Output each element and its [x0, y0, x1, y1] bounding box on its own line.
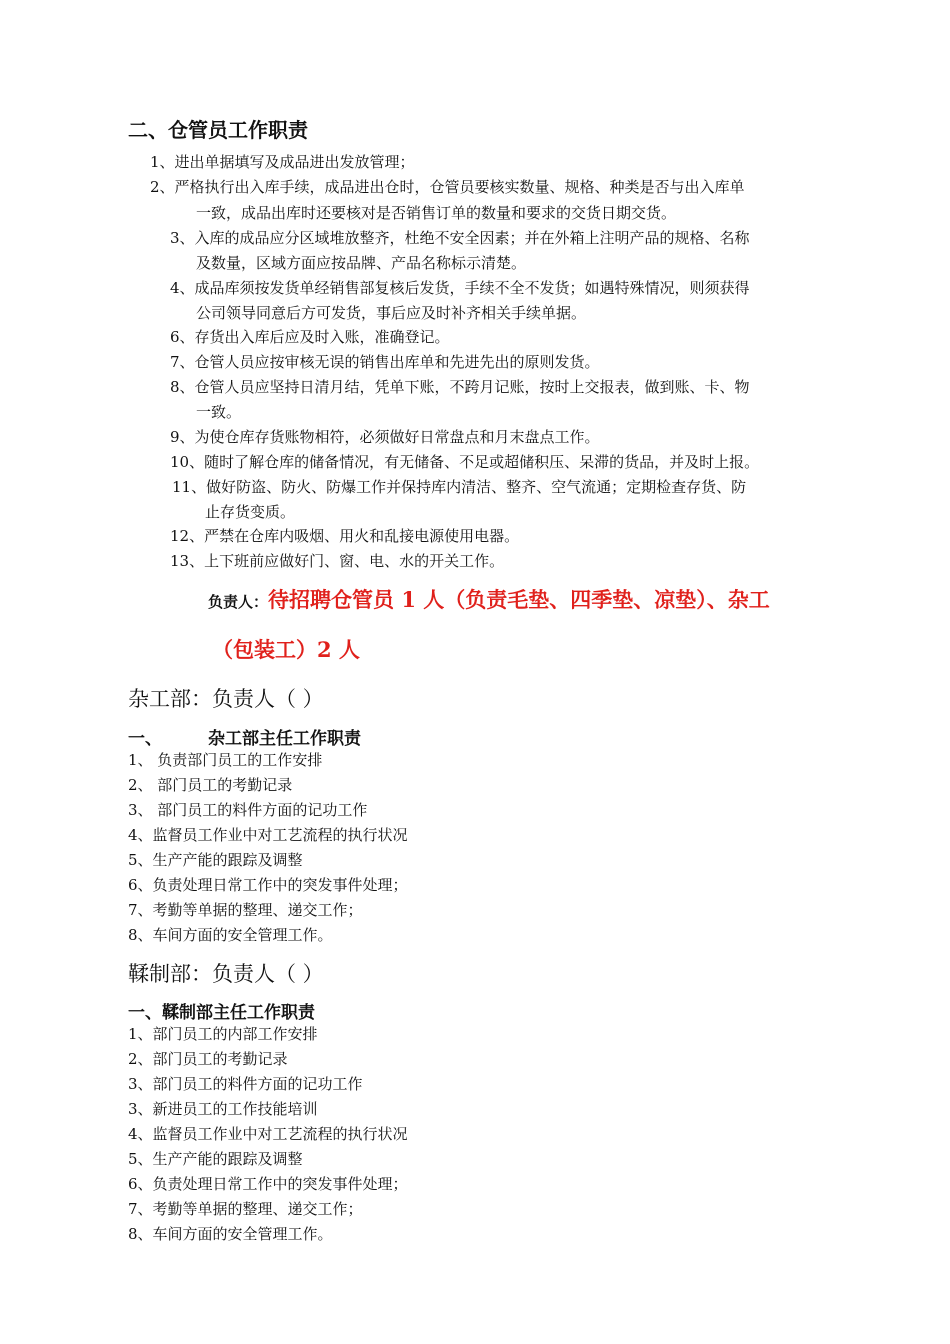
tanning-item-7: 7、考勤等单据的整理、递交工作；: [128, 1200, 363, 1218]
warehouse-item-4-cont: 公司领导同意后方可发货，事后应及时补齐相关手续单据。: [196, 304, 587, 322]
responsible-text-red: 待招聘仓管员 1 人（负责毛垫、四季垫、凉垫）、杂工: [268, 587, 770, 612]
warehouse-item-8-cont: 一致。: [196, 403, 242, 421]
tanning-item-5: 5、生产产能的跟踪及调整: [128, 1150, 303, 1168]
tanning-item-8: 8、车间方面的安全管理工作。: [128, 1225, 333, 1243]
warehouse-item-11: 11、做好防盗、防火、防爆工作并保持库内清洁、整齐、空气流通；定期检查存货、防: [172, 478, 747, 496]
warehouse-item-12: 12、严禁在仓库内吸烟、用火和乱接电源使用电器。: [170, 527, 520, 545]
tanning-item-2: 2、部门员工的考勤记录: [128, 1050, 288, 1068]
warehouse-item-9: 9、为使仓库存货账物相符，必须做好日常盘点和月末盘点工作。: [170, 428, 600, 446]
misc-dept-subtitle: [128, 724, 361, 749]
tanning-item-3: 3、部门员工的料件方面的记功工作: [128, 1075, 363, 1093]
misc-item-2: 2、 部门员工的考勤记录: [128, 776, 293, 794]
warehouse-item-4: 4、成品库须按发货单经销售部复核后发货，手续不全不发货；如遇特殊情况，则须获得: [170, 279, 750, 297]
warehouse-item-11-cont: 止存货变质。: [205, 503, 296, 521]
tanning-dept-subtitle: 一、鞣制部主任工作职责: [128, 1003, 315, 1023]
warehouse-item-10: 10、随时了解仓库的储备情况，有无储备、不足或超储积压、呆滞的货品，并及时上报。: [170, 453, 760, 471]
responsible-label: 负责人：: [208, 593, 269, 611]
warehouse-responsible: [208, 584, 770, 614]
misc-item-3: 3、 部门员工的料件方面的记功工作: [128, 801, 368, 819]
warehouse-item-2: 2、严格执行出入库手续，成品进出仓时，仓管员要核实数量、规格、种类是否与出入库单: [150, 178, 745, 196]
warehouse-item-8: 8、仓管人员应坚持日清月结，凭单下账，不跨月记账，按时上交报表，做到账、卡、物: [170, 378, 750, 396]
warehouse-item-1: 1、进出单据填写及成品进出发放管理；: [150, 153, 415, 171]
warehouse-item-13: 13、上下班前应做好门、窗、电、水的开关工作。: [170, 552, 505, 570]
misc-dept-subtitle-num: 一、: [128, 729, 162, 749]
tanning-item-6: 6、负责处理日常工作中的突发事件处理；: [128, 1175, 408, 1193]
misc-item-7: 7、考勤等单据的整理、递交工作；: [128, 901, 363, 919]
misc-item-1: 1、 负责部门员工的工作安排: [128, 751, 323, 769]
tanning-item-1: 1、部门员工的内部工作安排: [128, 1025, 318, 1043]
misc-dept-subtitle-text: 杂工部主任工作职责: [208, 729, 361, 749]
warehouse-item-7: 7、仓管人员应按审核无误的销售出库单和先进先出的原则发货。: [170, 353, 600, 371]
misc-dept-title: 杂工部：负责人（ ）: [128, 687, 324, 711]
warehouse-item-3: 3、入库的成品应分区域堆放整齐，杜绝不安全因素；并在外箱上注明产品的规格、名称: [170, 229, 750, 247]
tanning-item-3b: 3、新进员工的工作技能培训: [128, 1100, 318, 1118]
misc-item-4: 4、监督员工作业中对工艺流程的执行状况: [128, 826, 408, 844]
warehouse-section-title: 二、仓管员工作职责: [128, 118, 308, 142]
misc-item-5: 5、生产产能的跟踪及调整: [128, 851, 303, 869]
warehouse-item-3-cont: 及数量，区域方面应按品牌、产品名称标示清楚。: [196, 254, 527, 272]
warehouse-item-2-cont: 一致，成品出库时还要核对是否销售订单的数量和要求的交货日期交货。: [196, 204, 677, 222]
tanning-dept-title: 鞣制部：负责人（ ）: [128, 962, 324, 986]
misc-item-6: 6、负责处理日常工作中的突发事件处理；: [128, 876, 408, 894]
warehouse-item-6: 6、存货出入库后应及时入账，准确登记。: [170, 328, 450, 346]
responsible-text-red-cont: （包装工）2 人: [212, 637, 360, 662]
misc-item-8: 8、车间方面的安全管理工作。: [128, 926, 333, 944]
tanning-item-4: 4、监督员工作业中对工艺流程的执行状况: [128, 1125, 408, 1143]
